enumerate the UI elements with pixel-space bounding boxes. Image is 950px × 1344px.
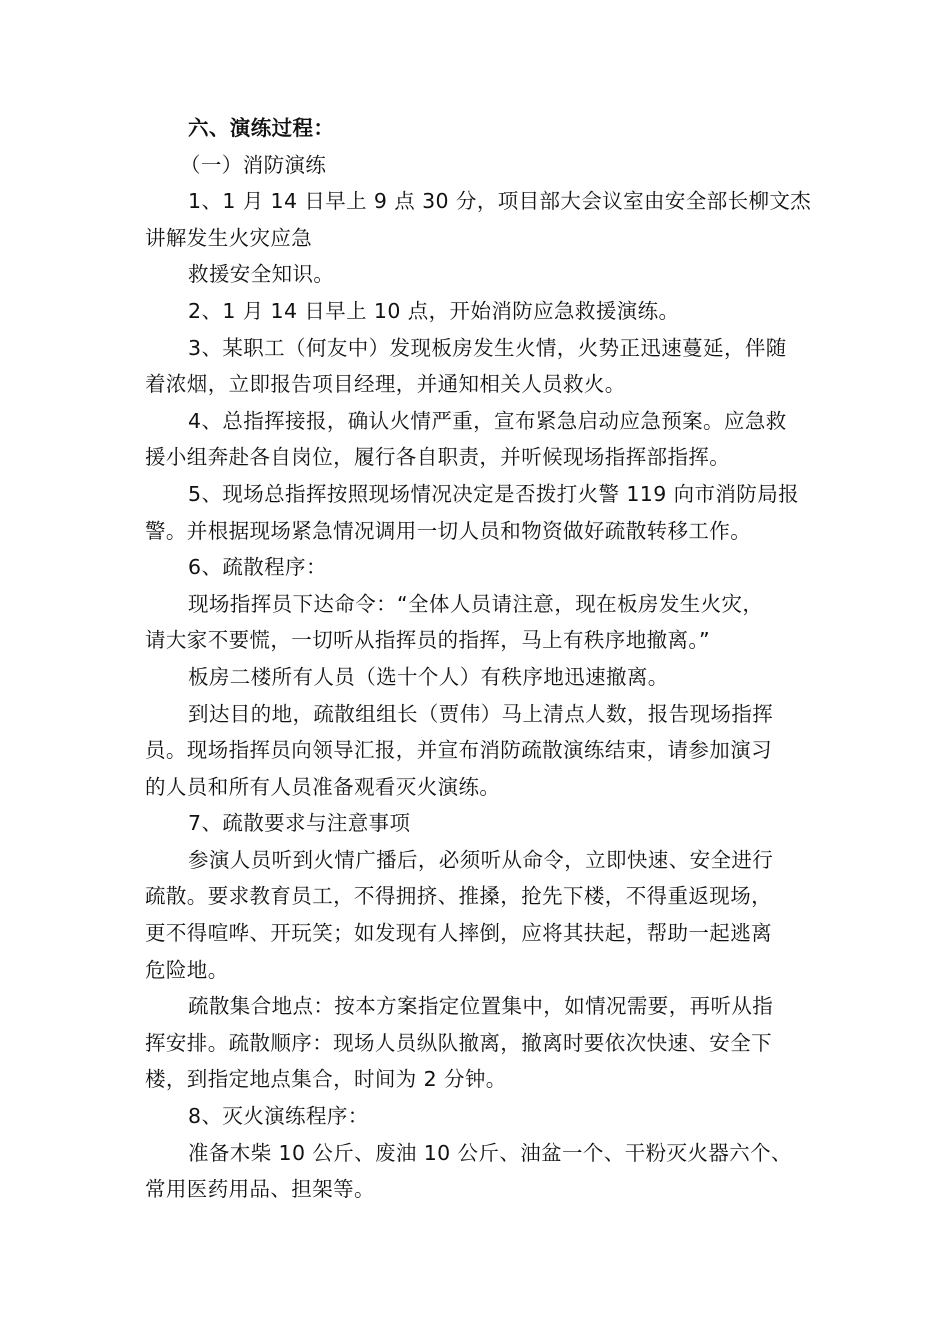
paragraph-line: 的人员和所有人员准备观看灭火演练。 [145, 774, 501, 799]
paragraph-line: 板房二楼所有人员（选十个人）有秩序地迅速撤离。 [188, 664, 669, 689]
paragraph-line: 2、1 月 14 日早上 10 点，开始消防应急救援演练。 [188, 298, 680, 323]
paragraph-line: 常用医药用品、担架等。 [145, 1177, 375, 1202]
paragraph-line: 讲解发生火灾应急 [145, 225, 313, 250]
paragraph-line: 请大家不要慌，一切听从指挥员的指挥，马上有秩序地撤离。” [145, 628, 711, 653]
paragraph-line: 楼，到指定地点集合，时间为 2 分钟。 [145, 1067, 507, 1092]
paragraph-line: 4、总指挥接报，确认火情严重，宣布紧急启动应急预案。应急救 [188, 408, 787, 433]
paragraph-line: 参演人员听到火情广播后，必须听从命令，立即快速、安全进行 [188, 847, 774, 872]
paragraph-line: 现场指挥员下达命令：“全体人员请注意，现在板房发生火灾， [188, 591, 764, 616]
paragraph-line: 挥安排。疏散顺序：现场人员纵队撤离，撤离时要依次快速、安全下 [145, 1030, 772, 1055]
section-heading: 六、演练过程： [188, 116, 335, 140]
document-body [145, 110, 810, 1208]
paragraph-line: 救援安全知识。 [188, 262, 335, 287]
paragraph-line: 警。并根据现场紧急情况调用一切人员和物资做好疏散转移工作。 [145, 518, 752, 543]
paragraph-line: 3、某职工（何友中）发现板房发生火情，火势正迅速蔓延，伴随 [188, 335, 787, 360]
paragraph-line: 7、疏散要求与注意事项 [188, 811, 411, 836]
paragraph-line: 到达目的地，疏散组组长（贾伟）马上清点人数，报告现场指挥 [188, 701, 774, 726]
paragraph-line: 疏散。要求教育员工，不得拥挤、推搡，抢先下楼，不得重返现场， [145, 884, 772, 909]
paragraph-line: 危险地。 [145, 957, 229, 982]
paragraph-line: 1、1 月 14 日早上 9 点 30 分，项目部大会议室由安全部长柳文杰 [188, 189, 812, 214]
paragraph-line: 更不得喧哗、开玩笑；如发现有人摔倒，应将其扶起，帮助一起逃离 [145, 921, 772, 946]
subsection-heading: （一）消防演练 [180, 152, 327, 177]
paragraph-line: 疏散集合地点：按本方案指定位置集中，如情况需要，再听从指 [188, 994, 774, 1019]
paragraph-line: 8、灭火演练程序： [188, 1104, 369, 1129]
paragraph-line: 准备木柴 10 公斤、废油 10 公斤、油盆一个、干粉灭火器六个、 [188, 1140, 792, 1165]
paragraph-line: 着浓烟，立即报告项目经理，并通知相关人员救火。 [145, 372, 626, 397]
paragraph-line: 6、疏散程序： [188, 555, 327, 580]
paragraph-line: 5、现场总指挥按照现场情况决定是否拨打火警 119 向市消防局报 [188, 481, 800, 506]
paragraph-line: 援小组奔赴各自岗位，履行各自职责，并听候现场指挥部指挥。 [145, 445, 731, 470]
paragraph-line: 员。现场指挥员向领导汇报，并宣布消防疏散演练结束，请参加演习 [145, 738, 772, 763]
